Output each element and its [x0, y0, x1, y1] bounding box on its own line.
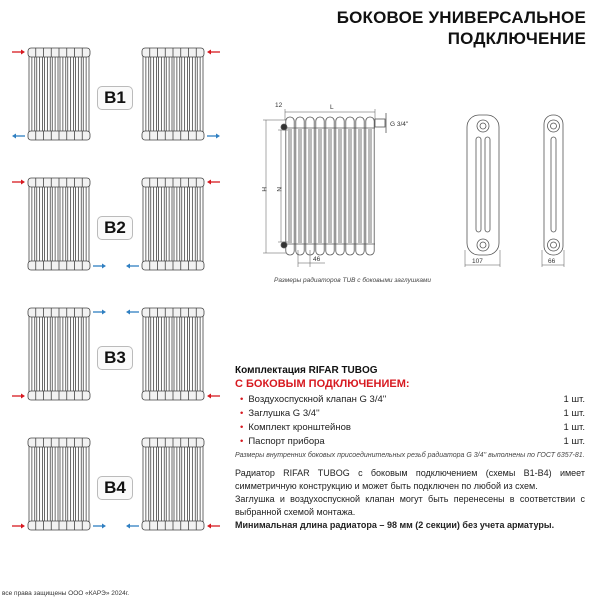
radiator-icon [28, 438, 90, 530]
radiator-side-view-107 [467, 115, 499, 255]
supply-arrow-icon [12, 180, 25, 185]
dim-107: 107 [472, 258, 483, 265]
return-arrow-icon [93, 264, 106, 269]
supply-arrow-icon [207, 524, 220, 529]
title-line-1: БОКОВОЕ УНИВЕРСАЛЬНОЕ [336, 8, 586, 27]
return-arrow-icon [126, 524, 139, 529]
kit-heading: Комплектация RIFAR TUBOG [235, 365, 378, 376]
list-item: • Комплект кронштейнов 1 шт. [240, 422, 585, 433]
kit-subheading: С БОКОВЫМ ПОДКЛЮЧЕНИЕМ: [235, 378, 410, 390]
dim-l: L [330, 104, 334, 111]
supply-arrow-icon [12, 394, 25, 399]
dim-h: H [260, 187, 267, 192]
description [235, 467, 585, 532]
description-p1: Радиатор RIFAR TUBOG с боковым подключением (схемы B1-B4) имеет симметричную конструкцию и может быть подключен по любой из схем. [235, 468, 585, 491]
kit-list [235, 393, 585, 449]
dim-46: 46 [313, 256, 321, 263]
return-arrow-icon [93, 310, 106, 315]
list-item: • Воздухоспускной клапан G 3/4'' 1 шт. [240, 394, 585, 405]
copyright-footer: все права защищены ООО «КАРЭ» 2024г. [2, 590, 130, 597]
dim-12: 12 [275, 102, 283, 109]
page-title [337, 7, 586, 49]
scheme-label-b1: B1 [97, 86, 133, 110]
scheme-label-b4: B4 [97, 476, 133, 500]
supply-arrow-icon [207, 180, 220, 185]
description-p3: Минимальная длина радиатора – 98 мм (2 секции) без учета арматуры. [235, 520, 555, 530]
g34-connector [375, 113, 386, 133]
description-p2: Заглушка и воздухоспускной клапан могут быть перенесены в соответствии с выбранной схемой монтажа. [235, 494, 585, 517]
kit-section [235, 365, 585, 459]
kit-note: Размеры внутренних боковых присоединительных резьб радиатора G 3/4'' выполнены по ГОСТ 6357-81. [235, 452, 585, 459]
return-arrow-icon [207, 134, 220, 139]
return-arrow-icon [12, 134, 25, 139]
return-arrow-icon [126, 264, 139, 269]
bullet-icon: • [240, 436, 244, 447]
bullet-icon: • [240, 422, 244, 433]
radiator-side-view-66 [544, 115, 563, 255]
dim-n: N [275, 187, 282, 192]
supply-arrow-icon [12, 524, 25, 529]
scheme-label-b3: B3 [97, 346, 133, 370]
return-arrow-icon [126, 310, 139, 315]
dim-66: 66 [548, 258, 556, 265]
title-line-2: ПОДКЛЮЧЕНИЕ [447, 29, 586, 48]
list-item: • Паспорт прибора 1 шт. [240, 436, 585, 447]
radiator-icon [142, 308, 204, 400]
supply-arrow-icon [207, 394, 220, 399]
dim-g34: G 3/4'' [390, 121, 409, 128]
bullet-icon: • [240, 408, 244, 419]
list-item: • Заглушка G 3/4'' 1 шт. [240, 408, 585, 419]
radiator-icon [142, 48, 204, 140]
radiator-icon [28, 48, 90, 140]
scheme-label-b2: B2 [97, 216, 133, 240]
technical-drawing [250, 95, 590, 275]
supply-arrow-icon [207, 50, 220, 55]
radiator-front-view [281, 117, 375, 255]
return-arrow-icon [93, 524, 106, 529]
bullet-icon: • [240, 394, 244, 405]
radiator-icon [28, 178, 90, 270]
supply-arrow-icon [12, 50, 25, 55]
radiator-icon [142, 178, 204, 270]
radiator-icon [142, 438, 204, 530]
drawing-caption: Размеры радиаторов TUB с боковыми заглушками [274, 277, 432, 284]
radiator-icon [28, 308, 90, 400]
